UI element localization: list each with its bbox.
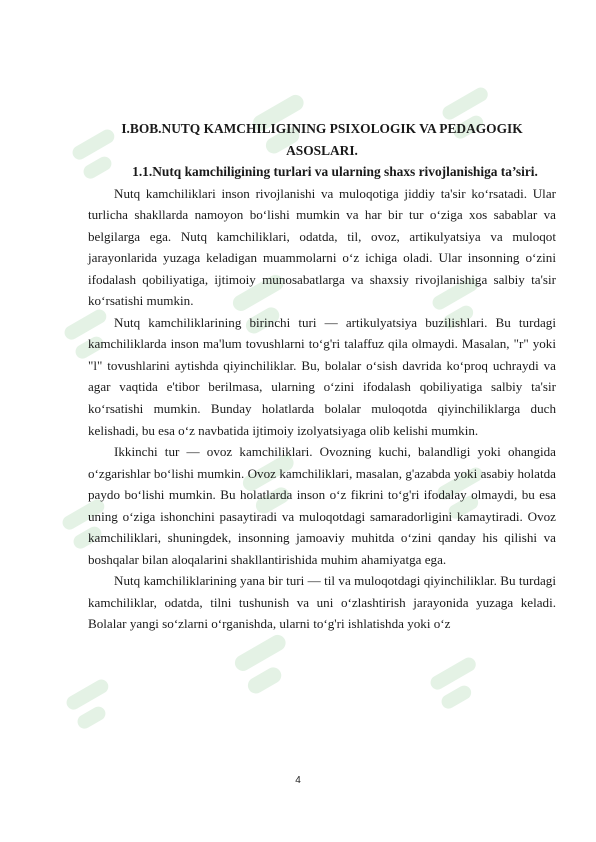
- paragraph: Nutq kamchiliklarining birinchi turi — artikulyatsiya buzilishlari. Bu turdagi kamchiliklarda inson ma'lum tovushlarni to‘g'ri talaffuz qila olmaydi. Masalan, "r" yoki "l" tovushlarini aytishda qiyinchiliklar. Bu, bolalar o‘sish davrida ko‘proq uchraydi va agar vaqtida e'tibor berilmasa, ularning o‘zini ifodalash qobiliyatiga salbiy ta'sir ko‘rsatishi mumkin. Bunday holatlarda bolalar muloqotda qiyinchiliklarga duch kelishadi, bu esa o‘z navbatida ijtimoiy izolyatsiyaga olib kelishi mumkin.: [88, 314, 556, 438]
- paragraph: Ikkinchi tur — ovoz kamchiliklari. Ovozning kuchi, balandligi yoki ohangida o‘zgarishlar bo‘lishi mumkin. Ovoz kamchiliklari, masalan, g'azabda yoki asabiy holatda paydo bo‘lishi mumkin. Bu holatlarda inson o‘z fikrini to‘g'ri ifodalay olmaydi, bu esa uning o‘ziga ishonchini pasaytiradi va muloqotdagi samaradorligini kamaytiradi. Ovoz kamchiliklari, shuningdek, insonning jamoaviy muhitda o‘zini qanday his qilishi va boshqalar bilan aloqalarini shakllantirishida muhim ahamiyatga ega.: [88, 444, 556, 567]
- document-body: [88, 118, 556, 635]
- paragraph: Nutq kamchiliklari inson rivojlanishi va muloqotiga jiddiy ta'sir ko‘rsatadi. Ular turlicha shakllarda namoyon bo‘lishi mumkin va har bir tur o‘ziga xos sabablar va belgilarga ega. Nutq kamchiliklari, odatda, til, ovoz, artikulyatsiya va muloqot jarayonlarida yuzaga keladigan muammolarni o‘z ichiga oladi. Ular insonning o‘zini ifodalash qobiliyatiga, ijtimoiy munosabatlarga va shaxsiy rivojlanishiga salbiy ta'sir ko‘rsatishi mumkin.: [88, 185, 556, 309]
- paragraph: Nutq kamchiliklarining yana bir turi — til va muloqotdagi qiyinchiliklar. Bu turdagi kamchiliklar, odatda, tilni tushunish va uni o‘zlashtirish jarayonida yuzaga keladi. Bolalar yangi so‘zlarni o‘rganishda, ularni to‘g'ri ishlatishda yoki o‘z: [88, 573, 556, 632]
- page-number: 4: [295, 775, 301, 786]
- chapter-title: I.BOB.NUTQ KAMCHILIGINING PSIXOLOGIK VA PEDAGOGIK ASOSLARI.: [121, 121, 523, 158]
- section-title: 1.1.Nutq kamchiligining turlari va ularning shaxs rivojlanishiga ta’siri.: [132, 164, 538, 179]
